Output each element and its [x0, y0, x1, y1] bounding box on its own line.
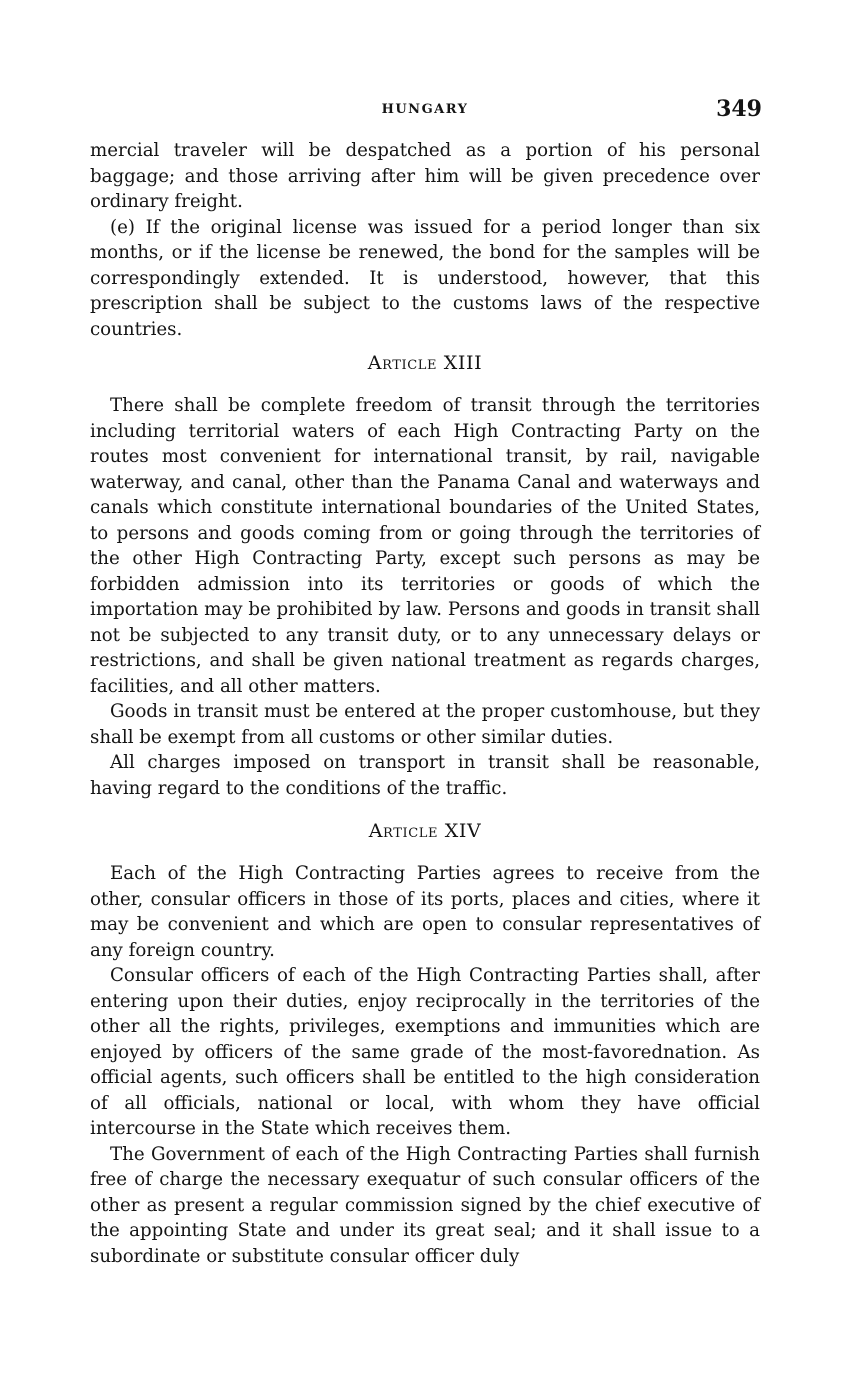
- article-13-paragraph-1: There shall be complete freedom of transit through the territories including territorial waters of each High Contracting Party on the routes most convenient for international transit, by rail, navigable waterway, and canal, other than the Panama Canal and waterways and canals which constitute international boundaries of the United States, to persons and goods coming from or going through the territories of the other High Contracting Party, except such persons as may be forbidden admission into its territories or goods of which the importation may be prohibited by law. Persons and goods in transit shall not be subjected to any transit duty, or to any unnecessary delays or restrictions, and shall be given national treatment as regards charges, facilities, and all other matters.: [90, 395, 760, 697]
- article-14-heading: [90, 819, 760, 844]
- running-header: [90, 96, 760, 130]
- paragraph-continued: mercial traveler will be despatched as a portion of his personal baggage; and those arriving after him will be given precedence over ordinary freight.: [90, 140, 760, 212]
- article-13-heading: [90, 351, 760, 376]
- running-title: HUNGARY: [381, 102, 469, 117]
- article-14-label: Article: [368, 820, 439, 842]
- article-13-label: Article: [367, 352, 438, 374]
- article-13-number: XIII: [443, 352, 483, 374]
- article-14-paragraph-2: Consular officers of each of the High Contracting Parties shall, after entering upon their duties, enjoy reciprocally in the territories of the other all the rights, privileges, exemptions and immunities which are enjoyed by officers of the same grade of the most-favorednation. As official agents, such officers shall be entitled to the high consideration of all officials, national or local, with whom they have official intercourse in the State which receives them.: [90, 965, 760, 1139]
- document-page: [90, 96, 760, 1269]
- page-number: 349: [716, 96, 762, 122]
- article-14-paragraph-1: Each of the High Contracting Parties agrees to receive from the other, consular officers in those of its ports, places and cities, where it may be convenient and which are open to consular representatives of any foreign country.: [90, 863, 760, 961]
- article-14-paragraph-3: The Government of each of the High Contracting Parties shall furnish free of charge the necessary exequatur of such consular officers of the other as present a regular commission signed by the chief executive of the appointing State and under its great seal; and it shall issue to a subordinate or substitute consular officer duly: [90, 1143, 760, 1267]
- paragraph-license: (e) If the original license was issued for a period longer than six months, or if the license be renewed, the bond for the samples will be correspondingly extended. It is understood, however, that this prescription shall be subject to the customs laws of the respective countries.: [90, 216, 760, 340]
- article-13-paragraph-3: All charges imposed on transport in transit shall be reasonable, having regard to the conditions of the traffic.: [90, 752, 760, 799]
- article-14-number: XIV: [444, 820, 482, 842]
- article-13-paragraph-2: Goods in transit must be entered at the proper customhouse, but they shall be exempt from all customs or other similar duties.: [90, 701, 760, 748]
